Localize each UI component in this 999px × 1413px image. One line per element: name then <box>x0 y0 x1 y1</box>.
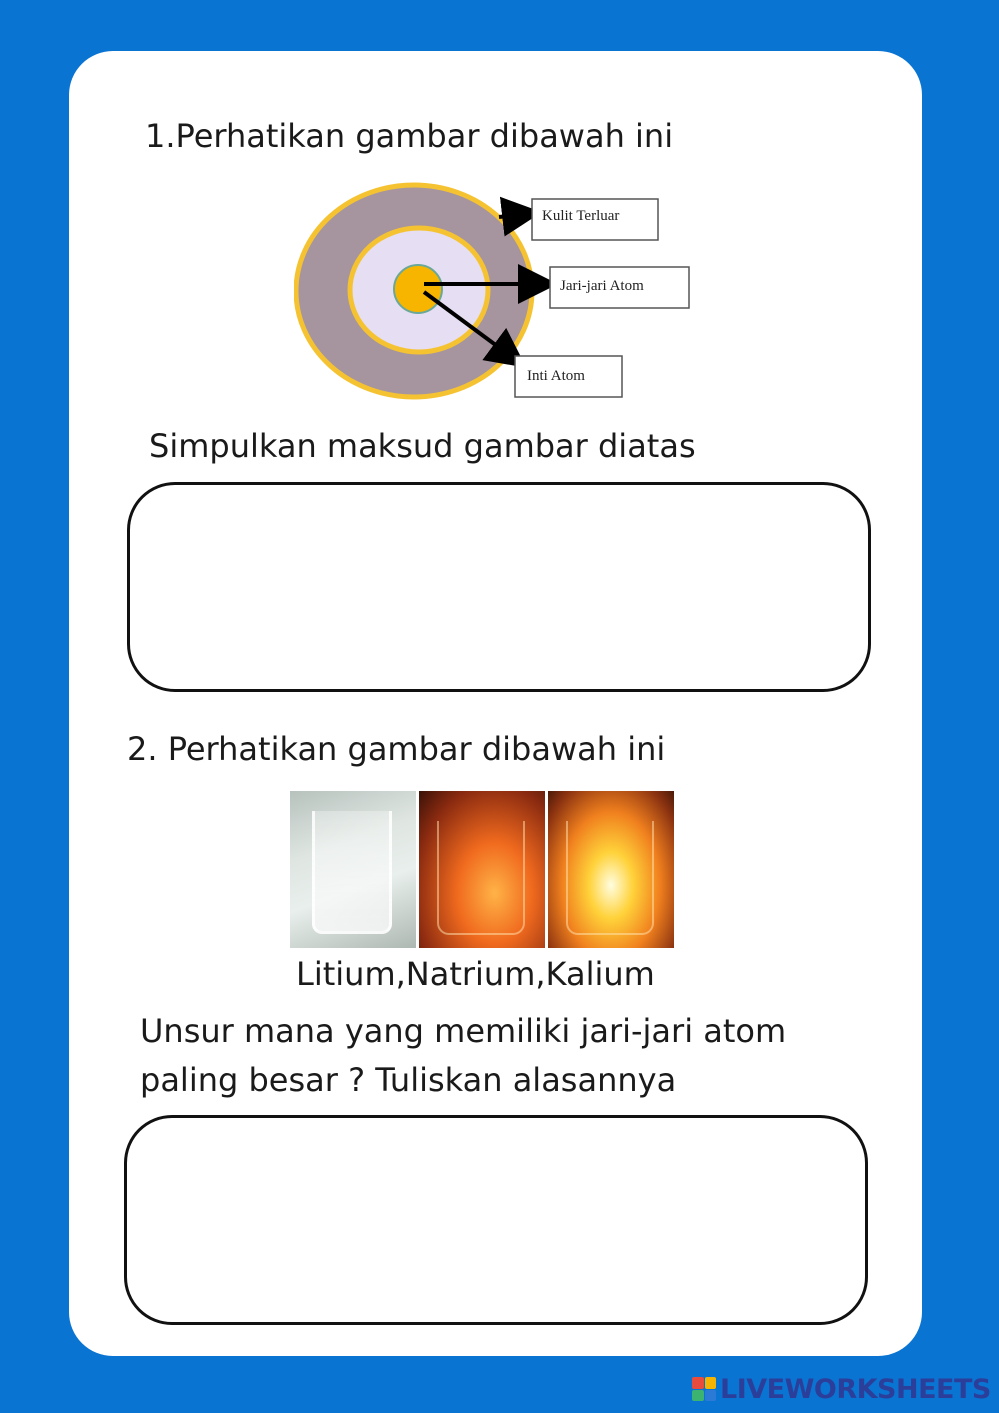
photos-caption: Litium,Natrium,Kalium <box>296 955 655 993</box>
question-1-title: 1.Perhatikan gambar dibawah ini <box>145 117 674 155</box>
arrow-outer-shell <box>499 213 534 217</box>
sodium-reaction-photo <box>419 791 545 948</box>
question-1-prompt: Simpulkan maksud gambar diatas <box>149 427 696 465</box>
liveworksheets-logo <box>692 1372 991 1406</box>
label-nucleus: Inti Atom <box>527 368 585 384</box>
question-2-answer-box[interactable] <box>124 1115 868 1325</box>
question-2-title: 2. Perhatikan gambar dibawah ini <box>127 730 666 768</box>
liveworksheets-brand: LIVEWORKSHEETS <box>720 1373 991 1405</box>
atom-nucleus <box>394 265 442 313</box>
question-2-prompt-line-1: Unsur mana yang memiliki jari-jari atom <box>140 1012 787 1050</box>
question-2-prompt-line-2: paling besar ? Tuliskan alasannya <box>140 1061 677 1099</box>
label-outer-shell: Kulit Terluar <box>542 208 620 224</box>
lithium-reaction-photo <box>290 791 416 948</box>
liveworksheets-logo-icon <box>692 1377 716 1401</box>
label-radius: Jari-jari Atom <box>560 278 644 294</box>
reaction-photos <box>290 791 674 948</box>
atom-diagram <box>294 180 694 402</box>
potassium-reaction-photo <box>548 791 674 948</box>
question-1-answer-box[interactable] <box>127 482 871 692</box>
